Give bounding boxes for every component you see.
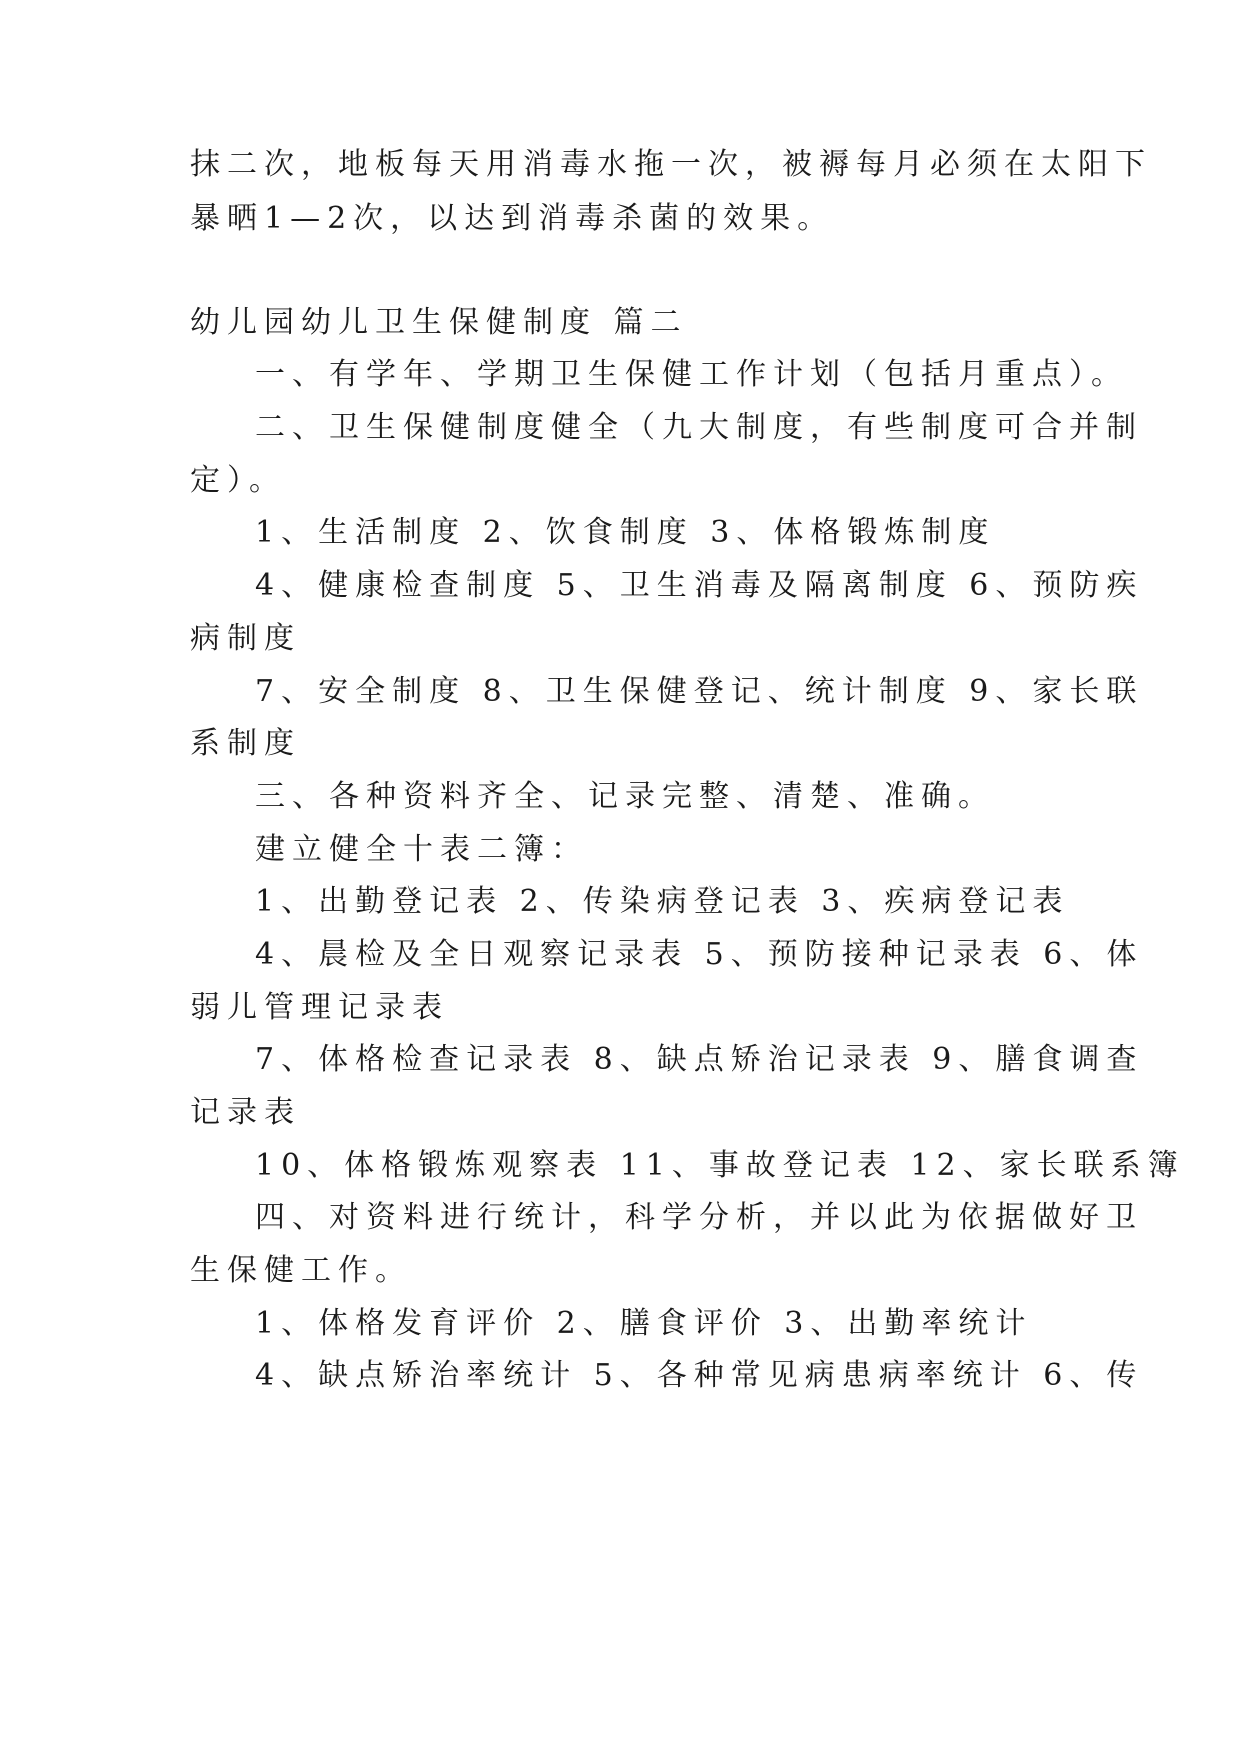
paragraph-line: 4、健康检查制度 5、卫生消毒及隔离制度 6、预防疾: [255, 568, 1144, 603]
paragraph-line: 7、安全制度 8、卫生保健登记、统计制度 9、家长联: [255, 674, 1144, 709]
paragraph-line: 1、体格发育评价 2、膳食评价 3、出勤率统计: [255, 1306, 1033, 1341]
paragraph-line: 四、对资料进行统计，科学分析，并以此为依据做好卫: [255, 1200, 1143, 1235]
paragraph-line: 定）。: [190, 463, 286, 498]
paragraph-line: 1、出勤登记表 2、传染病登记表 3、疾病登记表: [255, 884, 1070, 919]
paragraph-line: 记录表: [190, 1095, 301, 1130]
paragraph-line: 抹二次，地板每天用消毒水拖一次，被褥每月必须在太阳下: [190, 147, 1152, 182]
paragraph-line: 生保健工作。: [190, 1253, 412, 1288]
paragraph-line: 系制度: [190, 726, 301, 761]
paragraph-line: 一、有学年、学期卫生保健工作计划（包括月重点）。: [255, 357, 1128, 392]
paragraph-line: 10、体格锻炼观察表 11、事故登记表 12、家长联系簿: [255, 1148, 1185, 1183]
paragraph-line: 4、晨检及全日观察记录表 5、预防接种记录表 6、体: [255, 937, 1144, 972]
paragraph-line: 病制度: [190, 621, 301, 656]
section-title: 幼儿园幼儿卫生保健制度 篇二: [190, 305, 688, 340]
paragraph-line: 4、缺点矫治率统计 5、各种常见病患病率统计 6、传: [255, 1358, 1144, 1393]
paragraph-line: 1、生活制度 2、饮食制度 3、体格锻炼制度: [255, 515, 996, 550]
paragraph-line: 暴晒1—2次，以达到消毒杀菌的效果。: [190, 201, 835, 236]
paragraph-line: 二、卫生保健制度健全（九大制度，有些制度可合并制: [255, 410, 1143, 445]
paragraph-line: 7、体格检查记录表 8、缺点矫治记录表 9、膳食调查: [255, 1042, 1144, 1077]
paragraph-line: 建立健全十表二簿：: [255, 832, 588, 867]
paragraph-line: 三、各种资料齐全、记录完整、清楚、准确。: [255, 779, 995, 814]
paragraph-line: 弱儿管理记录表: [190, 990, 449, 1025]
